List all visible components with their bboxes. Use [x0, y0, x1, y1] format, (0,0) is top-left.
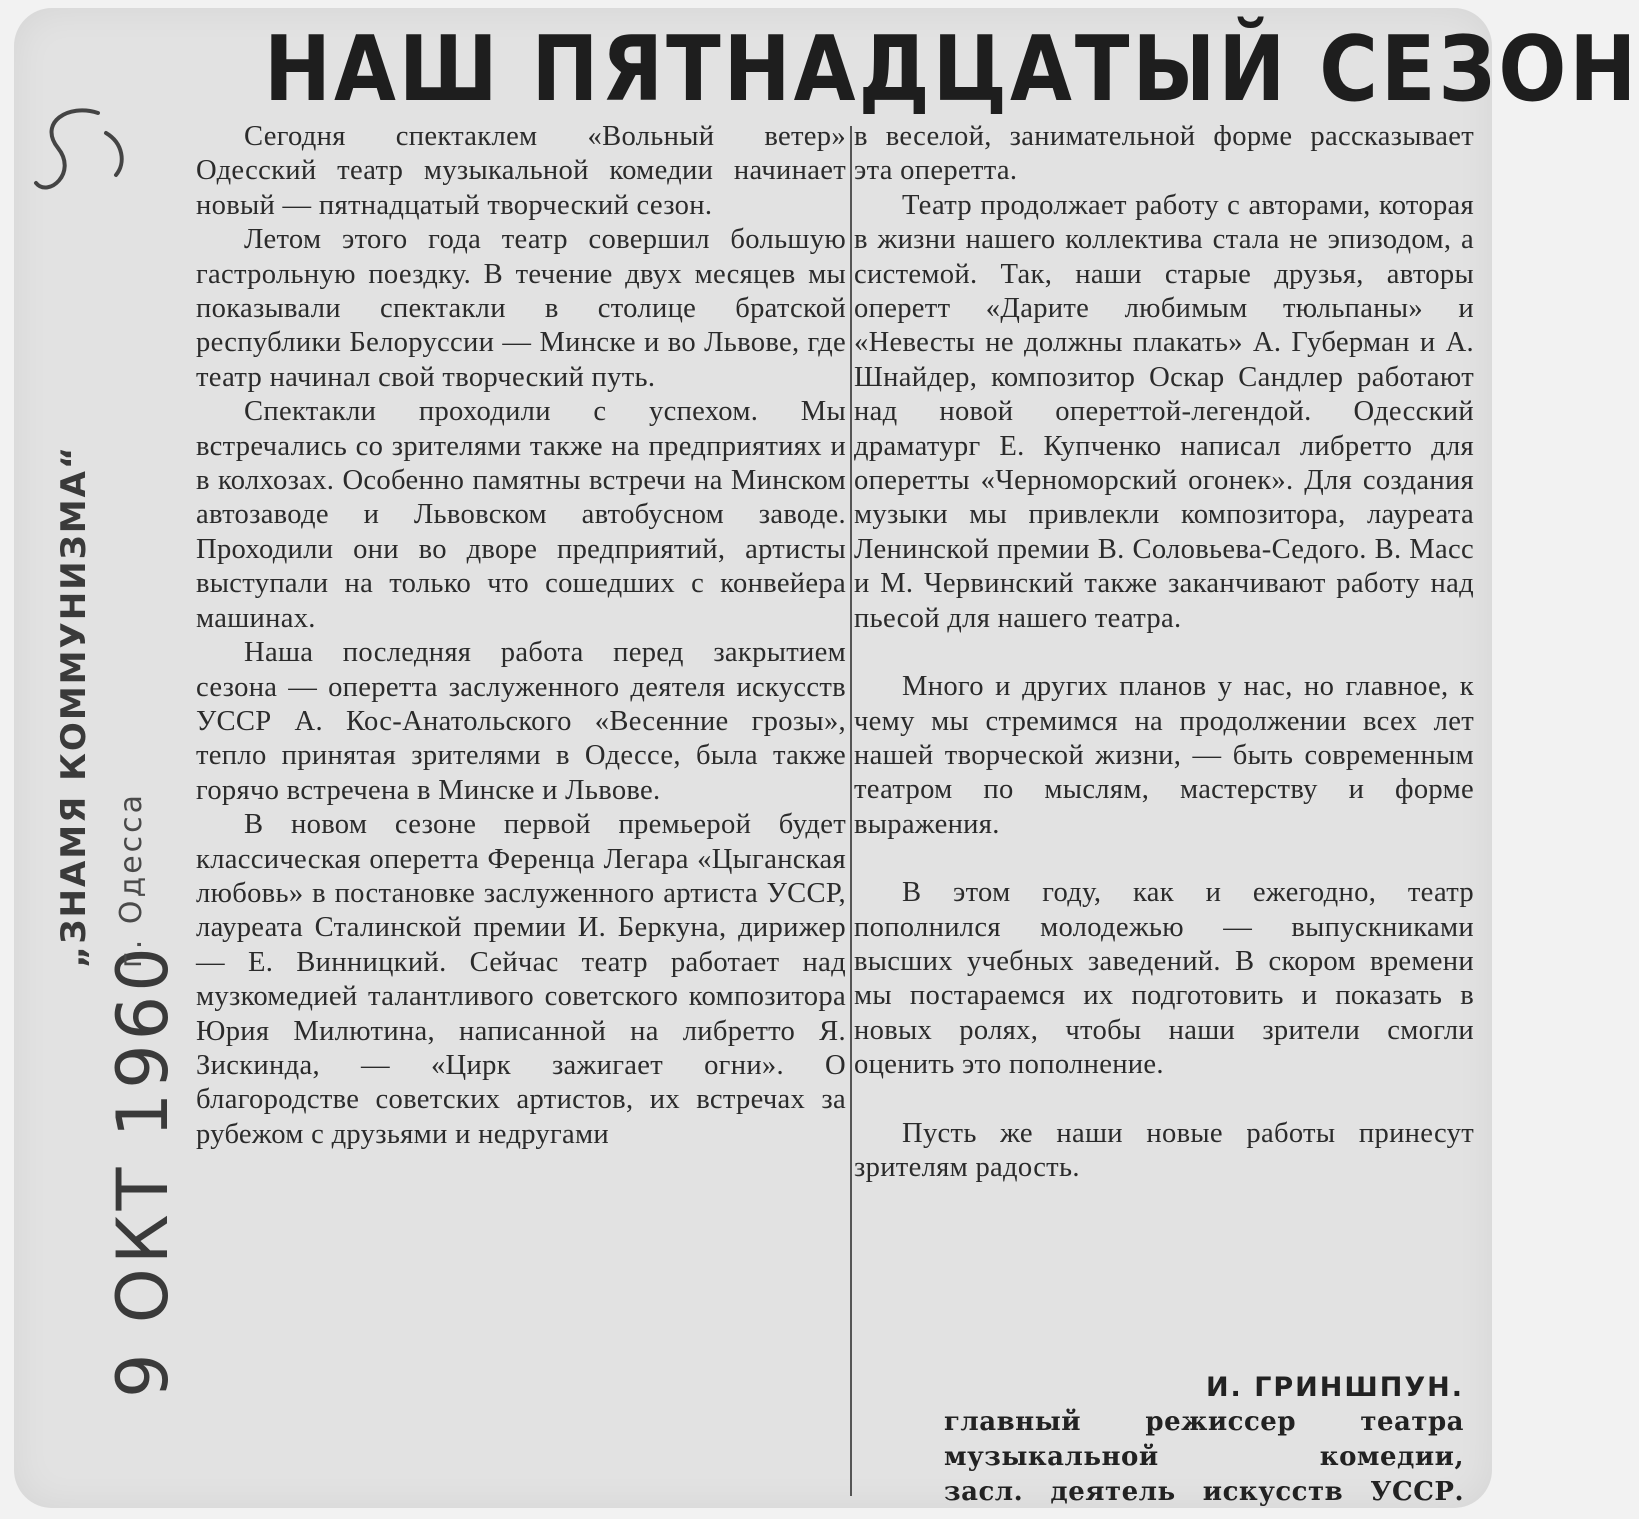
- handwritten-scribble-icon: [28, 103, 138, 223]
- column-divider: [850, 126, 852, 1496]
- stamp-city: г. Одесса: [114, 791, 149, 968]
- paragraph: Летом этого года театр совершил большую гастрольную поездку. В течение двух месяцев мы показывали спектакли в столице братской республики Белоруссии — Минске и во Львове, где театр начинал свой творческий путь.: [196, 224, 846, 393]
- paragraph: В новом сезоне первой премьерой будет классическая оперетта Ференца Легара «Цыганская любовь» в постановке заслуженного артиста УССР, лауреата Сталинской премии И. Беркуна, дирижер — Е. Винницкий. Сейчас театр работает над музкомедией талантливого советского композитора Юрия Милютина, написанной на либретто Я. Зискинда, — «Цирк зажигает огни». О благородстве советских артистов, их встречах за рубежом с друзьями и недругами: [196, 809, 846, 1150]
- author-title: главный режиссер театра: [944, 1407, 1464, 1437]
- paragraph: Спектакли проходили с успехом. Мы встречались со зрителями также на предприятиях и в колхозах. Особенно памятны встречи на Минском автозаводе и Львовском автобусном заводе. Проходили они во дворе предприятий, артисты выступали на только что сошедших с конвейера машинах.: [196, 396, 846, 634]
- author-signature: [944, 1370, 1464, 1510]
- archive-stamp: [54, 358, 194, 1398]
- paragraph: Сегодня спектаклем «Вольный ветер» Одесский театр музыкальной комедии начинает новый — пятнадцатый творческий сезон.: [196, 121, 846, 221]
- article-headline: НАШ ПЯТНАДЦАТЫЙ СЕЗОН: [264, 16, 1639, 122]
- paragraph: Наша последняя работа перед закрытием сезона — оперетта заслуженного деятеля искусств УССР А. Кос-Анатольского «Весенние грозы», тепло принятая зрителями в Одессе, была также горячо встречена в Минске и Львове.: [196, 637, 846, 806]
- paragraph: Театр продолжает работу с авторами, которая в жизни нашего коллектива стала не эпизодом, а системой. Так, наши старые друзья, авторы оперетт «Дарите любимым тюльпаны» и «Невесты не должны плакать» А. Губерман и А. Шнайдер, композитор Оскар Сандлер работают над новой опереттой-легендой. Одесский драматург Е. Купченко написал либретто для оперетты «Черноморский огонек». Для создания музыки мы привлекли композитора, лауреата Ленинской премии В. Соловьева-Седого. В. Масс и М. Червинский также заканчивают работу над пьесой для нашего театра.: [854, 189, 1474, 634]
- author-name: И. ГРИНШПУН.: [1205, 1372, 1464, 1403]
- paragraph: Пусть же наши новые работы принесут зрителям радость.: [854, 1117, 1474, 1183]
- author-title: музыкальной комедии,: [944, 1442, 1464, 1472]
- paragraph: в веселой, занимательной форме рассказывает эта оперетта.: [854, 121, 1474, 187]
- stamp-newspaper: „ЗНАМЯ КОММУНИЗМА“: [54, 444, 94, 968]
- paragraph: Много и других планов у нас, но главное, к чему мы стремимся на продолжении всех лет нашей творческой жизни, — быть современным театром по мыслям, мастерству и форме выражения.: [854, 671, 1474, 840]
- paragraph: В этом году, как и ежегодно, театр пополнился молодежью — выпускниками высших учебных заведений. В скором времени мы постараемся их подготовить и показать в новых ролях, чтобы наши зрители смогли оценить это пополнение.: [854, 877, 1474, 1081]
- article-column-1: [196, 120, 846, 1152]
- author-title: засл. деятель искусств УССР.: [944, 1477, 1464, 1507]
- stamp-date: 9 ОКТ 1960: [102, 943, 184, 1398]
- newspaper-clipping: [14, 8, 1639, 1508]
- article-column-2: [854, 120, 1474, 1185]
